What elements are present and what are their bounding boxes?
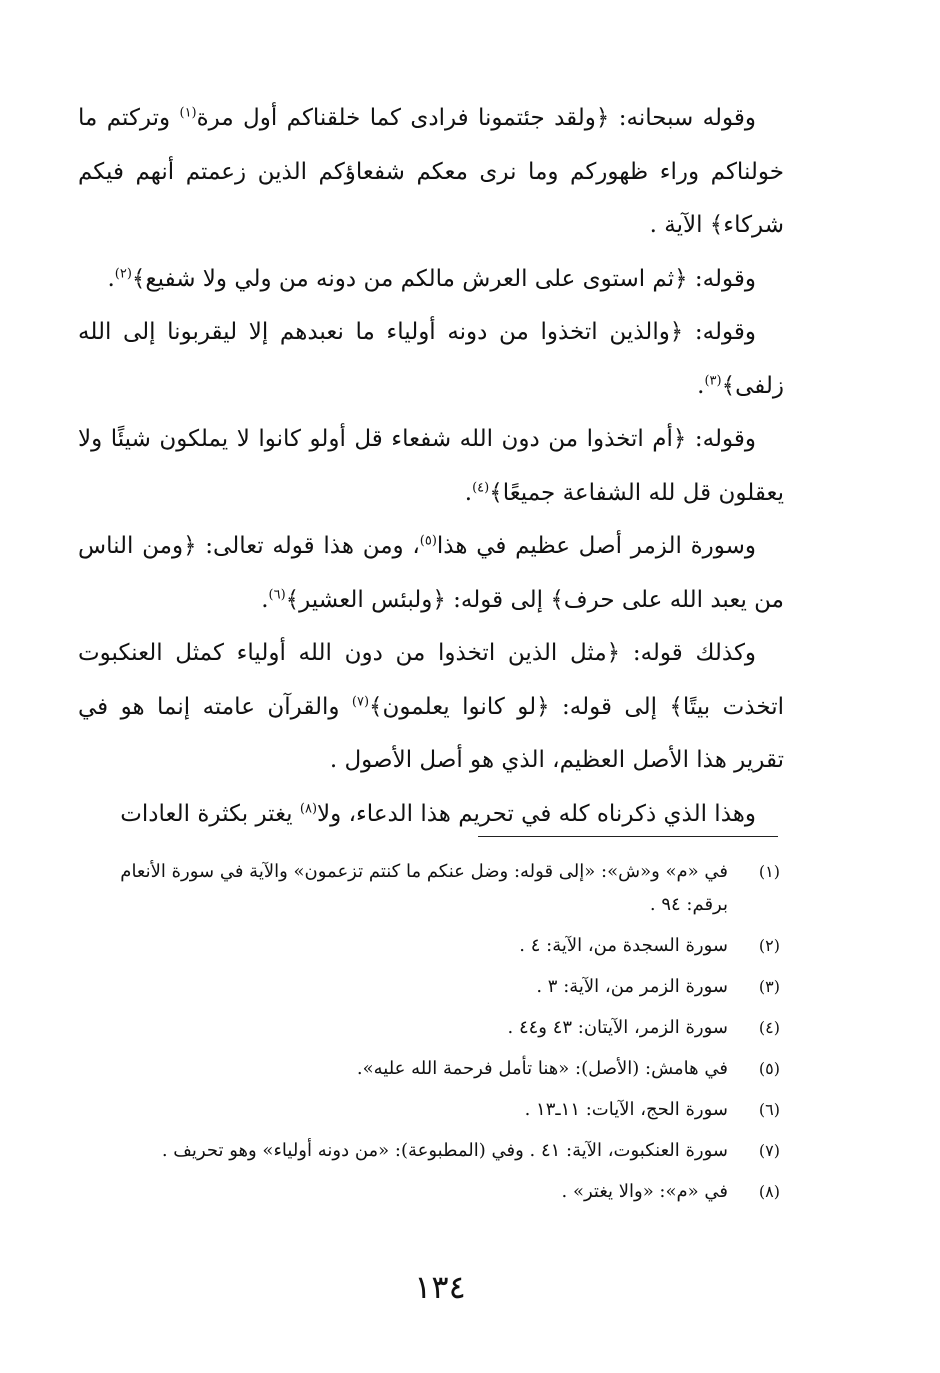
footnote-number: (٧): [758, 1141, 780, 1160]
text: .: [464, 479, 473, 506]
paragraph: [78, 253, 784, 307]
text: .: [697, 372, 705, 399]
text: وهذا الذي ذكرناه كله في تحريم هذا الدعاء، ولا: [317, 800, 756, 827]
footnote-text: في «م» و«ش»: «إلى قوله: وضل عنكم ما كنتم تزعمون» والآية في سورة الأنعام برقم: ٩٤ .: [120, 861, 728, 915]
footnote-number: (٤): [758, 1018, 780, 1037]
footnote: [90, 1052, 780, 1085]
footnote-ref: (٢): [114, 265, 132, 281]
footnote-divider: [478, 836, 778, 837]
footnote: [90, 970, 780, 1003]
text: وقوله: ﴿أم اتخذوا من دون الله شفعاء قل أولو كانوا لا يملكون شيئًا ولا يعقلون قل لله الشفاعة جميعًا﴾: [78, 426, 784, 506]
text: .: [261, 586, 269, 613]
footnote-number: (٦): [758, 1100, 780, 1119]
footnote-text: سورة العنكبوت، الآية: ٤١ . وفي (المطبوعة): «من دونه أولياء» وهو تحريف .: [161, 1140, 728, 1161]
text: وقوله: ﴿ثم استوى على العرش مالكم من دونه من ولي ولا شفيع﴾: [131, 265, 756, 292]
footnote-number: (٢): [758, 936, 780, 955]
footnote-ref: (٣): [704, 372, 722, 388]
footnotes: [90, 855, 780, 1216]
footnote-ref: (٥): [419, 533, 437, 549]
text: وقوله سبحانه: ﴿ولقد جئتمونا فرادى كما خلقناكم أول مرة: [196, 105, 756, 131]
footnote-text: سورة السجدة من، الآية: ٤ .: [519, 935, 728, 956]
paragraph: [78, 413, 784, 520]
footnote-text: في «م»: «والا يغتر» .: [561, 1181, 728, 1202]
footnote-text: سورة الزمر، الآيتان: ٤٣ و٤٤ .: [507, 1017, 728, 1038]
footnote: [90, 1175, 780, 1208]
footnote-number: (٨): [758, 1182, 780, 1201]
paragraph: [78, 788, 784, 842]
footnote: [90, 1093, 780, 1126]
text: ، ومن هذا قوله تعالى: ﴿ومن الناس من يعبد الله على حرف﴾ إلى قوله: ﴿ولبئس العشير﴾: [78, 533, 784, 613]
footnote-ref: (٤): [472, 479, 490, 495]
paragraph: [78, 520, 784, 627]
text: وقوله: ﴿والذين اتخذوا من دونه أولياء ما نعبدهم إلا ليقربونا إلى الله زلفى﴾: [78, 319, 784, 399]
footnote-ref: (٧): [351, 693, 370, 709]
paragraph: [78, 627, 784, 788]
footnote-number: (٥): [758, 1059, 780, 1078]
text: .: [107, 265, 115, 292]
footnote: [90, 929, 780, 962]
text: وسورة الزمر أصل عظيم في هذا: [436, 533, 756, 559]
footnote: [90, 855, 780, 921]
footnote-ref: (٨): [299, 800, 318, 816]
text: وتركتم ما خولناكم وراء ظهوركم وما نرى معكم شفعاؤكم الذين زعمتم أنهم فيكم شركاء﴾ الآية .: [78, 105, 784, 238]
main-text: [78, 92, 784, 841]
footnote-text: سورة الزمر من، الآية: ٣ .: [536, 976, 728, 997]
text: وكذلك قوله: ﴿مثل الذين اتخذوا من دون الله أولياء كمثل العنكبوت اتخذت بيتًا﴾ إلى قوله: ﴿لو كانوا يعلمون﴾: [78, 640, 784, 720]
footnote-text: سورة الحج، الآيات: ١١ـ١٣ .: [524, 1099, 728, 1120]
footnote: [90, 1134, 780, 1167]
text: والقرآن عامته إنما هو في تقرير هذا الأصل العظيم، الذي هو أصل الأصول .: [78, 693, 784, 773]
page-number: ١٣٤: [414, 1268, 466, 1306]
footnote-text: في هامش: (الأصل): «هنا تأمل فرحمة الله عليه».: [356, 1058, 728, 1079]
paragraph: [78, 92, 784, 253]
footnote-ref: (٦): [268, 586, 286, 602]
paragraph: [78, 306, 784, 413]
footnote-ref: (١): [179, 105, 197, 121]
text: يغتر بكثرة العادات: [120, 800, 300, 827]
footnote-number: (١): [758, 862, 780, 881]
footnote: [90, 1011, 780, 1044]
footnote-number: (٣): [758, 977, 780, 996]
